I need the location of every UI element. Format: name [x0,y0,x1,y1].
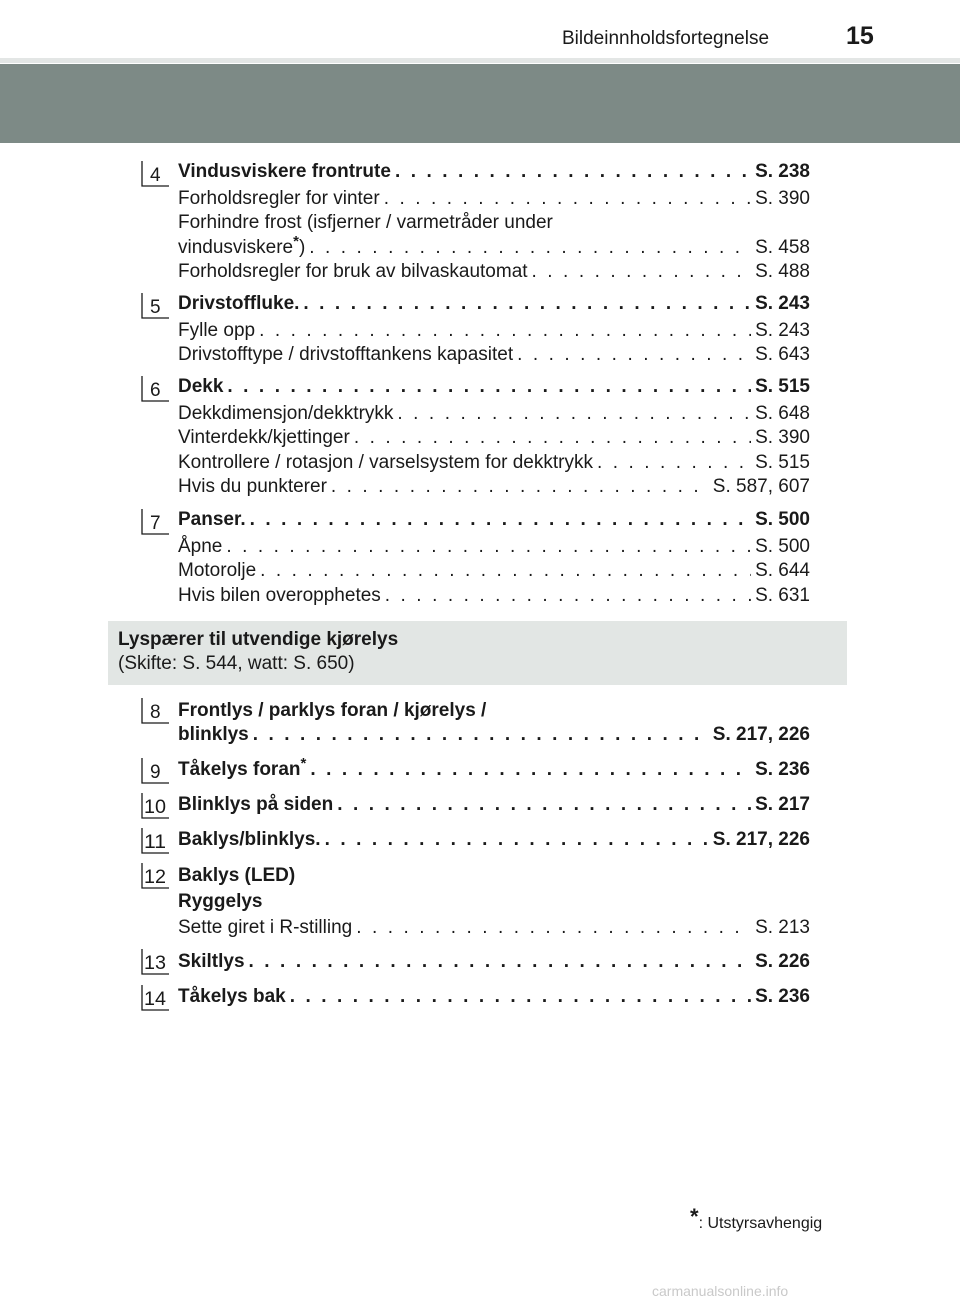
callout-number: 13 [144,953,166,974]
callout-number-10-icon [140,792,170,819]
entry-row: Vindusviskere frontrute . . . S. 238 [178,159,810,185]
callout-number: 5 [150,297,161,318]
callout-number-8-icon [140,697,170,724]
entry-row: Hvis du punkterer . . . S. 587, 607 [178,474,810,500]
entry-row: Tåkelys bak . . . S. 236 [178,984,810,1010]
header-divider [0,58,960,63]
callout-number: 6 [150,380,161,401]
footnote-text: : Utstyrsavhengig [698,1215,823,1232]
entry-row: Drivstoffluke. . . . S. 243 [178,291,810,317]
callout-number-9-icon [140,757,170,784]
entry-row: Fylle opp . . . S. 243 [178,318,810,344]
section-title: Lyspærer til utvendige kjørelys [118,629,399,650]
entry-row: Blinklys på siden . . . S. 217 [178,792,810,818]
entry-row: vindusviskere*) . . . S. 458 [178,235,810,261]
callout-number-5-icon [140,292,170,319]
callout-number: 12 [144,867,166,888]
entry-row: Kontrollere / rotasjon / varselsystem for dekktrykk . . . S. 515 [178,450,810,476]
footnote-marker: * [293,233,299,250]
callout-number: 11 [144,832,166,853]
entry-row: Sette giret i R-stilling . . . S. 213 [178,915,810,941]
entry-row: Drivstofftype / drivstofftankens kapasitet . . . S. 643 [178,342,810,368]
page-number: 15 [846,22,874,50]
section-banner [108,621,847,685]
footnote [690,1204,822,1233]
entry-row: Åpne . . . S. 500 [178,534,810,560]
entry-row: Ryggelys [178,891,263,912]
entry-row: Forhindre frost (isfjerner / varmetråder under [178,212,553,233]
callout-number-13-icon [140,948,170,975]
callout-number: 4 [150,165,161,186]
callout-number: 14 [144,989,167,1010]
entry-row: Panser. . . . S. 500 [178,507,810,533]
entry-row: Vinterdekk/kjettinger . . . S. 390 [178,425,810,451]
watermark: carmanualsonline.info [652,1283,789,1299]
callout-number-14-icon [140,984,170,1011]
callout-number-7-icon [140,508,170,535]
entry-row: Forholdsregler for vinter . . . S. 390 [178,186,810,212]
callout-number: 10 [144,797,166,818]
entry-row: Dekkdimensjon/dekktrykk . . . S. 648 [178,401,810,427]
callout-number-4-icon [140,160,170,187]
entry-row: Skiltlys . . . S. 226 [178,949,810,975]
callout-number: 9 [150,762,161,783]
entry-row: Tåkelys foran* . . . S. 236 [178,757,810,783]
entry-row: Frontlys / parklys foran / kjørelys / [178,700,487,721]
entry-row: blinklys . . . S. 217, 226 [178,722,810,748]
entry-row: Motorolje . . . S. 644 [178,558,810,584]
callout-number: 8 [150,702,161,723]
entry-row: Dekk . . . S. 515 [178,374,810,400]
entry-row: Hvis bilen overopphetes . . . S. 631 [178,583,810,609]
header-band [0,64,960,143]
callout-number-6-icon [140,375,170,402]
footnote-marker: * [300,755,307,772]
entry-row: Baklys (LED) [178,865,296,886]
callout-number: 7 [150,513,161,534]
running-header-title: Bildeinnholdsfortegnelse [562,28,770,49]
callout-number-11-icon [140,827,170,854]
entry-row: Forholdsregler for bruk av bilvaskautomat . . . S. 488 [178,259,810,285]
callout-number-12-icon [140,862,170,889]
section-subtitle: (Skifte: S. 544, watt: S. 650) [118,653,355,674]
entry-row: Baklys/blinklys. . . . S. 217, 226 [178,827,810,853]
footnote-marker: * [690,1204,699,1229]
